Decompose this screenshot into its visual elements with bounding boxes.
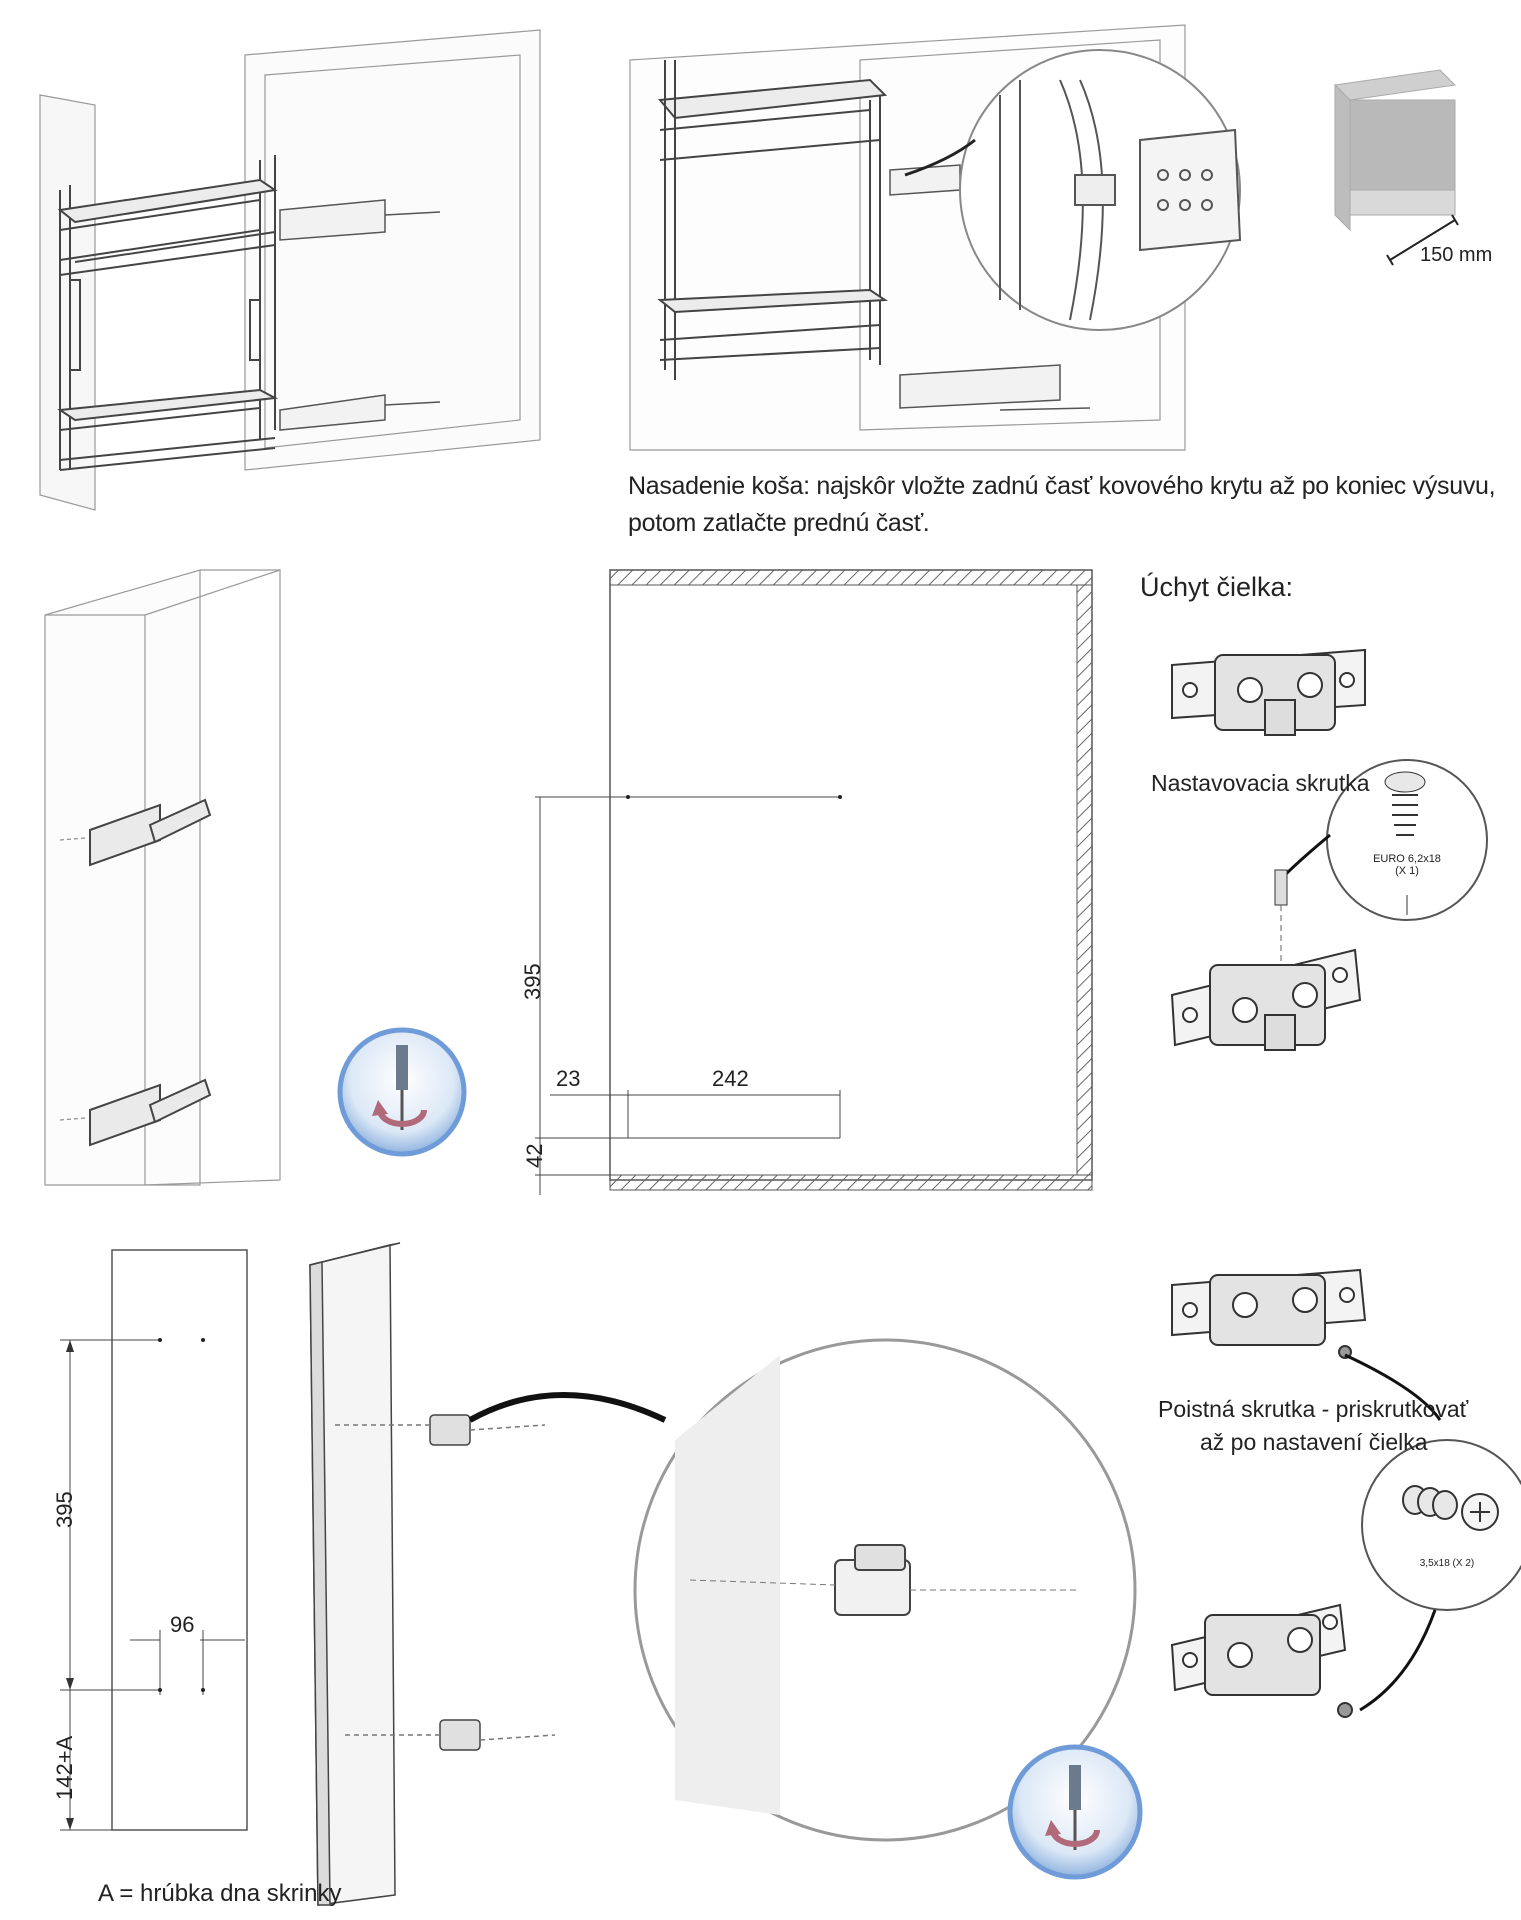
basket-mounting-note-line1: Nasadenie koša: najskôr vložte zadnú časť kovového krytu až po koniec výsuvu,	[628, 472, 1496, 500]
front-spacing-dimension: 96	[170, 1612, 195, 1637]
front-bracket-locking-bottom	[1172, 1605, 1352, 1717]
euro-screw-size: EURO 6,2x18	[1373, 853, 1441, 865]
screwdriver-rotate-icon	[1010, 1747, 1140, 1877]
cabinet-width-label: 150 mm	[1420, 244, 1493, 266]
front-bottom-dimension: 142+A	[52, 1735, 77, 1800]
side-offset-dimension: 23	[556, 1066, 581, 1091]
thickness-note: A = hrúbka dna skrinky	[98, 1880, 342, 1907]
adjusting-screw-label: Nastavovacia skrutka	[1151, 770, 1370, 796]
side-bottom-dimension: 42	[522, 1143, 547, 1168]
front-panel-perspective	[310, 1243, 665, 1905]
front-height-dimension: 395	[52, 1491, 77, 1528]
side-panel-dimension-drawing	[535, 570, 1092, 1195]
locking-screw-line2: až po nastavení čielka	[1200, 1429, 1428, 1455]
euro-screw-qty: (X 1)	[1395, 865, 1419, 877]
side-height-dimension: 395	[520, 963, 545, 1000]
wood-screw-size: 3,5x18 (X 2)	[1419, 1558, 1475, 1569]
screwdriver-rotate-icon	[340, 1030, 464, 1154]
front-bracket-top	[1172, 650, 1365, 735]
side-length-dimension: 242	[712, 1066, 749, 1091]
wood-screw-callout	[1360, 1440, 1521, 1710]
basket-mounting-drawing	[630, 25, 1240, 450]
front-bracket-title: Úchyt čielka:	[1140, 572, 1294, 602]
locking-screw-line1: Poistná skrutka - priskrutkovať	[1158, 1396, 1469, 1422]
basket-mounting-note-line2: potom zatlačte prednú časť.	[628, 509, 930, 537]
front-panel-dimension-drawing	[60, 1250, 247, 1830]
basket-cabinet-drawing	[40, 30, 540, 510]
front-bracket-assembled	[1172, 950, 1360, 1050]
runner-cabinet-drawing	[45, 570, 280, 1185]
cabinet-icon	[1335, 70, 1458, 265]
